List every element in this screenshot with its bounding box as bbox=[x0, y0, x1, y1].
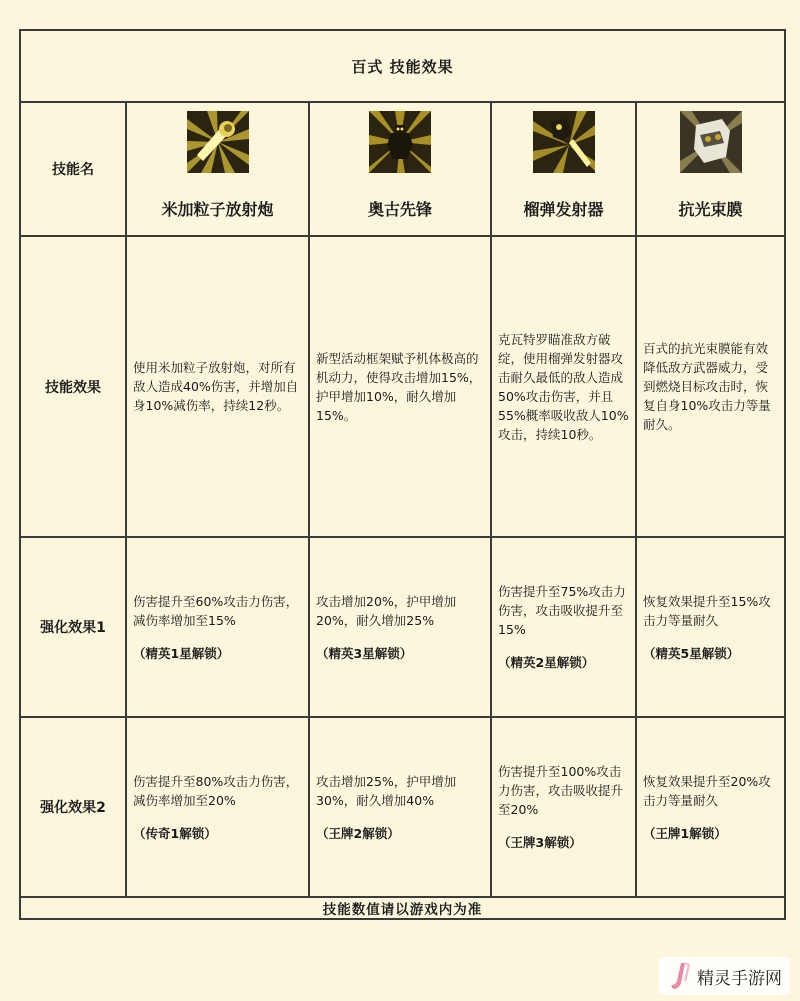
skill-name: 米加粒子放射炮 bbox=[126, 181, 309, 236]
jl-logo-icon bbox=[667, 961, 691, 991]
skill-icon-cell bbox=[309, 102, 491, 181]
enhance1-unlock: （精英5星解锁） bbox=[643, 645, 740, 661]
skill-icon-cell bbox=[636, 102, 785, 181]
enhance2-unlock: （王牌2解锁） bbox=[316, 825, 400, 841]
enhance1-text: 伤害提升至75%攻击力伤害，攻击吸收提升至15% bbox=[498, 584, 626, 637]
anti-beam-film-icon bbox=[680, 111, 742, 173]
enhance1-cell bbox=[309, 537, 491, 717]
enhance2-unlock: （传奇1解锁） bbox=[133, 825, 217, 841]
enhance1-text: 伤害提升至60%攻击力伤害，减伤率增加至15% bbox=[133, 593, 299, 628]
skill-icon-cell bbox=[491, 102, 636, 181]
skill-name: 奥古先锋 bbox=[309, 181, 491, 236]
enhance1-cell bbox=[636, 537, 785, 717]
enhance2-cell bbox=[126, 717, 309, 897]
skill-effect-text: 克瓦特罗瞄准敌方破绽，使用榴弹发射器攻击耐久最低的敌人造成50%攻击伤害，并且55%概率吸收敌人10%攻击，持续10秒。 bbox=[491, 236, 636, 537]
enhance1-unlock: （精英1星解锁） bbox=[133, 645, 230, 661]
skill-effect-text: 百式的抗光束膜能有效降低敌方武器威力，受到燃烧目标攻击时，恢复自身10%攻击力等量耐久。 bbox=[636, 236, 785, 537]
mech-vanguard-icon bbox=[369, 111, 431, 173]
enhance2-cell bbox=[636, 717, 785, 897]
skill-effect-text: 新型活动框架赋予机体极高的机动力，使得攻击增加15%，护甲增加10%，耐久增加15%。 bbox=[309, 236, 491, 537]
watermark bbox=[659, 957, 790, 995]
enhance2-cell bbox=[491, 717, 636, 897]
row-label-skill-effect: 技能效果 bbox=[20, 236, 126, 537]
row-label-skill-name: 技能名 bbox=[20, 102, 126, 236]
row-label-enhance2: 强化效果2 bbox=[20, 717, 126, 897]
enhance2-text: 伤害提升至80%攻击力伤害，减伤率增加至20% bbox=[133, 773, 299, 808]
footer-note: 技能数值请以游戏内为准 bbox=[20, 897, 785, 919]
enhance1-unlock: （精英2星解锁） bbox=[498, 655, 595, 670]
enhance2-cell bbox=[309, 717, 491, 897]
enhance1-cell bbox=[491, 537, 636, 717]
enhance2-text: 恢复效果提升至20%攻击力等量耐久 bbox=[643, 773, 771, 808]
row-label-enhance1: 强化效果1 bbox=[20, 537, 126, 717]
enhance2-unlock: （王牌1解锁） bbox=[643, 825, 727, 841]
skill-effect-text: 使用米加粒子放射炮，对所有敌人造成40%伤害，并增加自身10%减伤率，持续12秒。 bbox=[126, 236, 309, 537]
skill-table bbox=[19, 29, 786, 920]
grenade-launcher-icon bbox=[533, 111, 595, 173]
enhance2-text: 伤害提升至100%攻击力伤害，攻击吸收提升至20% bbox=[498, 764, 624, 817]
enhance1-text: 恢复效果提升至15%攻击力等量耐久 bbox=[643, 593, 771, 628]
enhance2-text: 攻击增加25%，护甲增加30%，耐久增加40% bbox=[316, 773, 457, 808]
enhance1-cell bbox=[126, 537, 309, 717]
enhance1-unlock: （精英3星解锁） bbox=[316, 645, 413, 661]
skill-name: 榴弹发射器 bbox=[491, 181, 636, 236]
beam-cannon-icon bbox=[187, 111, 249, 173]
enhance1-text: 攻击增加20%，护甲增加20%，耐久增加25% bbox=[316, 593, 457, 628]
enhance2-unlock: （王牌3解锁） bbox=[498, 835, 582, 850]
table-title: 百式 技能效果 bbox=[20, 30, 785, 102]
watermark-text: 精灵手游网 bbox=[697, 968, 782, 989]
skill-icon-cell bbox=[126, 102, 309, 181]
skill-name: 抗光束膜 bbox=[636, 181, 785, 236]
